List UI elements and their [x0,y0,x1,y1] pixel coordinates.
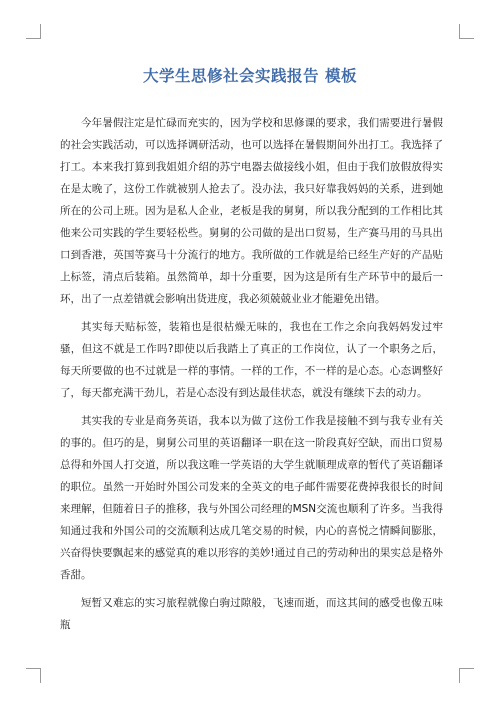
paragraph-3: 其实我的专业是商务英语，我本以为做了这份工作我是接触不到与我专业有关的事的。但巧的是，舅舅公司里的英语翻译一职在这一阶段真好空缺，而出口贸易总得和外国人打交道，所以我这唯一学英语的大学生就顺理成章的暂代了英语翻译的职位。虽然一开始时外国公司发来的全英文的电子邮件需要花费掉我很长的时间来理解，但随着日子的推移，我与外国公司经理的MSN交流也顺利了许多。当我得知通过我和外国公司的交流顺利达成几笔交易的时候，内心的喜悦之情瞬间膨胀，兴奋得快要飘起来的感觉真的难以形容的美妙!通过自己的劳动种出的果实总是格外香甜。 [60,415,443,581]
crop-mark-top-right [459,24,474,39]
document-body [60,112,443,642]
crop-mark-bottom-right [459,668,474,683]
document-title: 大学生思修社会实践报告 模板 [143,67,357,85]
paragraph-4: 短暂又难忘的实习旅程就像白驹过隙般，飞速而逝，而这其间的感受也像五味瓶 [60,597,443,631]
paragraph-2: 其实每天贴标签，装箱也是很枯燥无味的，我也在工作之余向我妈妈发过牢骚，但这不就是工作吗?即使以后我踏上了真正的工作岗位，认了一个职务之后，每天所要做的也不过就是一样的事情。一样的工作，不一样的是心态。心态调整好了，每天都充满干劲儿，若是心态没有到达最佳状态，就没有继续下去的动力。 [60,321,443,399]
paragraph-1: 今年暑假注定是忙碌而充实的，因为学校和思修课的要求，我们需要进行暑假的社会实践活动，可以选择调研活动，也可以选择在暑假期间外出打工。我选择了打工。本来我打算到我姐姐介绍的苏宁电器去做接线小姐，但由于我们放假放得实在是太晚了，这份工作就被别人抢去了。没办法，我只好靠我妈妈的关系，进到她所在的公司上班。因为是私人企业，老板是我的舅舅，所以我分配到的工作相比其他来公司实践的学生要轻松些。舅舅的公司做的是出口贸易，生产赛马用的马具出口到香港，英国等赛马十分流行的地方。我所做的工作就是给已经生产好的产品贴上标签，清点后装箱。虽然简单，却十分重要，因为这是所有生产环节中的最后一环，出了一点差错就会影响出货进度，我必须兢兢业业才能避免出错。 [60,117,443,305]
crop-mark-bottom-left [26,668,41,683]
crop-mark-top-left [26,24,41,39]
